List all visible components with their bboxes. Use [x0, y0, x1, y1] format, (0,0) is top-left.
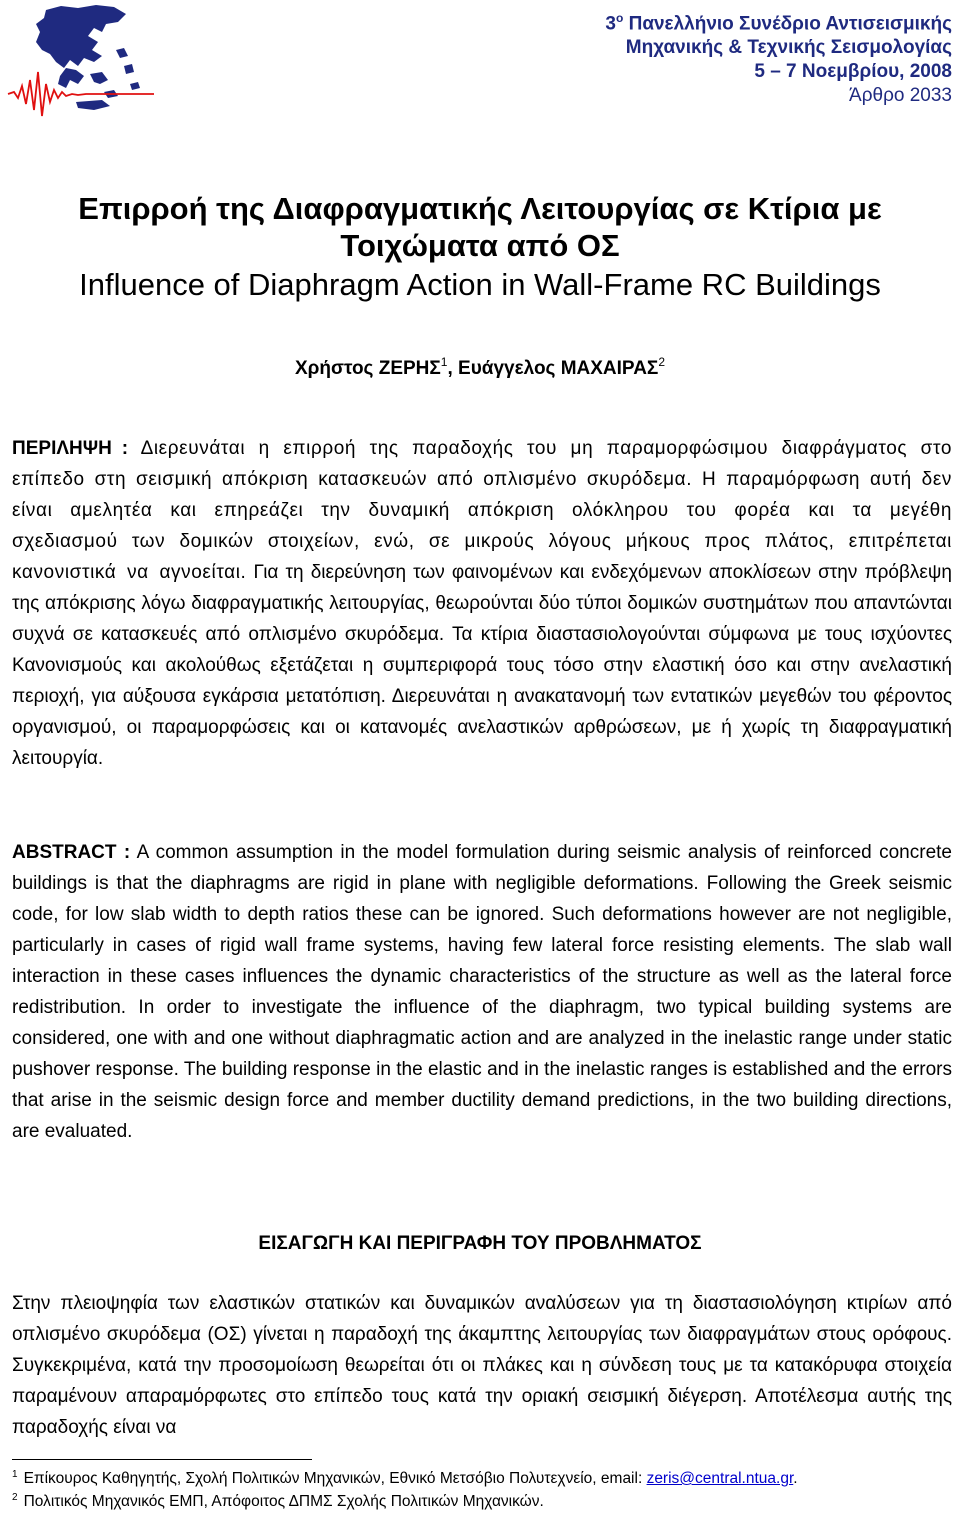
author-2: Ευάγγελος ΜΑΧΑΙΡΑΣ — [458, 358, 659, 379]
title-english: Influence of Diaphragm Action in Wall-Frame RC Buildings — [79, 267, 881, 302]
summary-text-part-1: Διερευνάται η επιρροή της παραδοχής του μη παραμορφώσιμου διαφράγματος στο επίπεδο στη σεισμική απόκριση κατασκευών από οπλισμένο σκυρόδεμα. Η παραμόρφωση αυτή δεν είναι αμελητέα και επηρεάζει την δυναμική απόκριση ολόκληρου του φορέα και τα μεγέθη σχεδιασμού των δομικών στοιχείων, ενώ, σε μικρούς λόγους μήκους προς πλάτος, επιτρέπεται κανονιστικά να αγνοείται. — [12, 438, 952, 583]
title-greek-line-1: Επιρροή της Διαφραγματικής Λειτουργίας σε Κτίρια με — [78, 191, 882, 226]
conference-dates: 5 – 7 Νοεμβρίου, 2008 — [754, 61, 952, 83]
conference-line-1: $3^o$ Πανελλήνιο Συνέδριο Αντισεισμικής — [605, 11, 952, 35]
author-2-affiliation-mark: 2 — [658, 355, 666, 369]
footnote-2: $^2$ Πολιτικός Μηχανικός ΕΜΠ, Απόφοιτος ΔΠΜΣ Σχολής Πολιτικών Μηχανικών. — [12, 1492, 544, 1510]
footnote-1: $^1$ Επίκουρος Καθηγητής, Σχολή Πολιτικών Μηχανικών, Εθνικό Μετσόβιο Πολυτεχνείο, email: zeris@central.ntua.gr. — [12, 1469, 798, 1487]
summary-text-part-2: Για τη διερεύνηση των φαινομένων και ενδεχόμενων αποκλίσεων στην πρόβλεψη της απόκρισης λόγω διαφραγματικής λειτουργίας, θεωρούνται δύο τύποι δομικών συστημάτων που απαντώνται συχνά σε κατασκευές από οπλισμένο σκυρόδεμα. Τα κτίρια διαστασιολογούνται σύμφωνα με τους ισχύοντες Κανονισμούς και ακολούθως εξετάζεται η συμπεριφορά τους τόσο στην ελαστική όσο και στην ανελαστική περιοχή, για αύξουσα εγκάρσια μετατόπιση. Διερευνάται η ανακατανομή των εντατικών μεγεθών του φέροντος οργανισμού, οι παραμορφώσεις και οι κατανομές ανελαστικών αρθρώσεων, με ή χωρίς τη διαφραγματική λειτουργία. — [12, 562, 952, 769]
footnote-divider — [12, 1459, 312, 1460]
author-1-affiliation-mark: 1 — [440, 355, 448, 369]
article-number: Άρθρο 2033 — [849, 85, 952, 107]
intro-paragraph: Στην πλειοψηφία των ελαστικών στατικών και δυναμικών αναλύσεων για τη διαστασιολόγηση κτιρίων από οπλισμένο σκυρόδεμα (ΟΣ) γίνεται η παραδοχή της άκαμπτης λειτουργίας των διαφραγμάτων στους ορόφους. Συγκεκριμένα, κατά την προσομοίωση θεωρείται ότι οι πλάκες και η σύνδεση τους με τα κατακόρυφα στοιχεία παραμένουν απαραμόρφωτες στο επίπεδο τους κατά την οριακή σεισμική διέγερση. Αποτέλεσμα αυτής της παραδοχής είναι να — [12, 1293, 952, 1438]
abstract-text: A common assumption in the model formulation during seismic analysis of reinforced concrete buildings is that the diaphragms are rigid in plane with negligible deformations. Following the Greek seismic code, for low slab width to depth ratios these can be ignored. Such deformations however are not negligible, particularly in cases of rigid wall frame systems, having few lateral force resisting elements. The slab wall interaction in these cases influences the dynamic characteristics of the structure as well as the lateral force redistribution. In order to investigate the influence of the diaphragm, two typical building systems are considered, one with and one without diaphragmatic action and are analyzed in the inelastic range under static pushover response. The building response in the elastic and in the inelastic ranges is established and the errors that arise in the seismic design force and member ductility demand predictions, in the two building directions, are evaluated. — [12, 842, 952, 1142]
paper-title — [0, 190, 960, 303]
conference-info — [492, 6, 952, 108]
section-heading: ΕΙΣΑΓΩΓΗ ΚΑΙ ΠΕΡΙΓΡΑΦΗ ΤΟΥ ΠΡΟΒΛΗΜΑΤΟΣ — [258, 1233, 702, 1254]
abstract-label: ABSTRACT : — [12, 842, 131, 863]
author-1: Χρήστος ΖΕΡΗΣ — [294, 358, 441, 379]
abstract-paragraph — [12, 837, 952, 1147]
footnotes — [12, 1465, 957, 1511]
title-greek-line-2: Τοιχώματα από ΟΣ — [340, 228, 620, 263]
email-link[interactable]: zeris@central.ntua.gr — [646, 1470, 794, 1487]
summary-paragraph — [12, 433, 952, 774]
greece-map-seismograph-logo-icon — [6, 2, 156, 127]
authors: Χρήστος ΖΕΡΗΣ$^1$, Ευάγγελος ΜΑΧΑΙΡΑΣ$^2$ — [294, 355, 666, 379]
conference-line-2: Μηχανικής & Τεχνικής Σεισμολογίας — [625, 37, 952, 59]
summary-label: ΠΕΡΙΛΗΨΗ : — [12, 438, 129, 459]
